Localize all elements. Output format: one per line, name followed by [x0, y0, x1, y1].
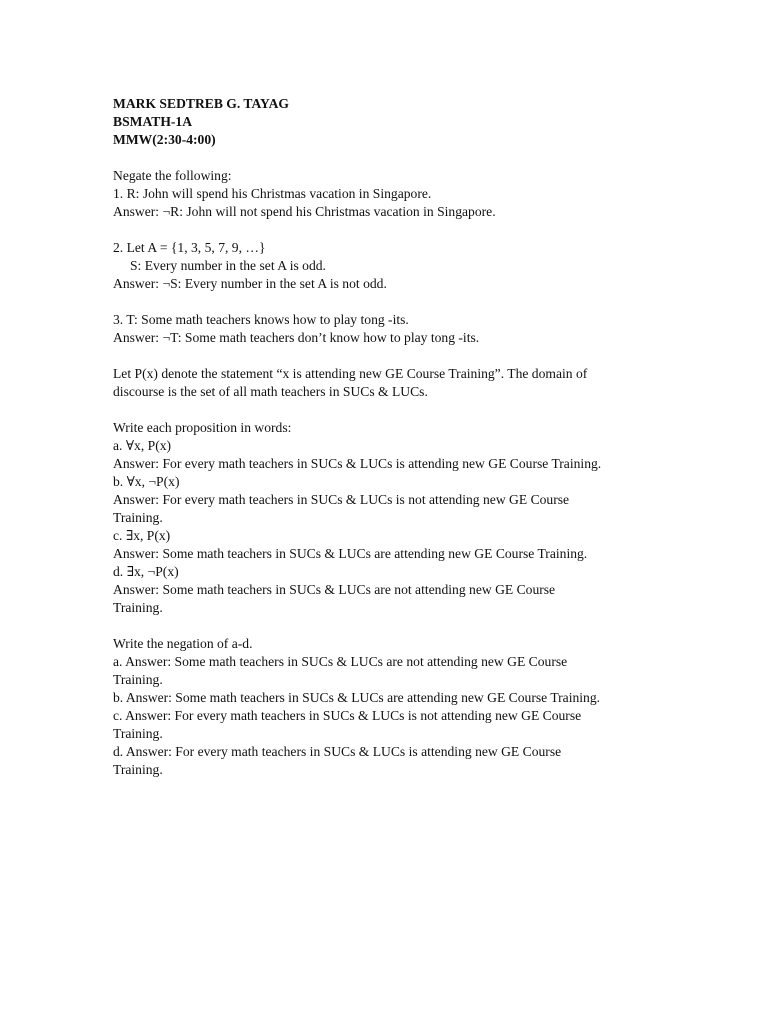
- negate-section: [113, 167, 673, 347]
- negation-a-line-1: a. Answer: Some math teachers in SUCs & LUCs are not attending new GE Course: [113, 654, 568, 669]
- question-2-statement: S: Every number in the set A is odd.: [130, 258, 326, 273]
- item-d-answer-line-2: Training.: [113, 600, 163, 615]
- negation-c-line-2: Training.: [113, 726, 163, 741]
- question-3: 3. T: Some math teachers knows how to play tong -its.: [113, 312, 409, 327]
- negation-d-line-1: d. Answer: For every math teachers in SUCs & LUCs is attending new GE Course: [113, 744, 562, 759]
- predicate-intro-line-2: discourse is the set of all math teachers in SUCs & LUCs.: [113, 384, 428, 399]
- answer-3: Answer: ¬T: Some math teachers don’t know how to play tong -its.: [113, 330, 480, 345]
- words-instruction: Write each proposition in words:: [113, 420, 292, 435]
- predicate-intro-line-1: Let P(x) denote the statement “x is attending new GE Course Training”. The domain of: [113, 366, 588, 381]
- question-1: 1. R: John will spend his Christmas vacation in Singapore.: [113, 186, 432, 201]
- item-c-label: c. ∃x, P(x): [113, 528, 171, 543]
- predicate-section: [113, 365, 673, 401]
- item-b-answer-line-1: Answer: For every math teachers in SUCs & LUCs is not attending new GE Course: [113, 492, 570, 507]
- spacer: [113, 401, 673, 419]
- answer-2: Answer: ¬S: Every number in the set A is not odd.: [113, 276, 387, 291]
- answer-1: Answer: ¬R: John will not spend his Christmas vacation in Singapore.: [113, 204, 496, 219]
- negation-b-line-1: b. Answer: Some math teachers in SUCs & LUCs are attending new GE Course Training.: [113, 690, 601, 705]
- student-course: BSMATH-1A: [113, 114, 193, 129]
- item-d-answer-line-1: Answer: Some math teachers in SUCs & LUCs are not attending new GE Course: [113, 582, 556, 597]
- negation-instruction: Write the negation of a-d.: [113, 636, 253, 651]
- spacer: [113, 617, 673, 635]
- question-2: 2. Let A = {1, 3, 5, 7, 9, …}: [113, 240, 266, 255]
- item-c-answer: Answer: Some math teachers in SUCs & LUCs are attending new GE Course Training.: [113, 546, 588, 561]
- negation-section: [113, 635, 673, 779]
- negation-d-line-2: Training.: [113, 762, 163, 777]
- negation-a-line-2: Training.: [113, 672, 163, 687]
- words-section: [113, 419, 673, 617]
- student-name: MARK SEDTREB G. TAYAG: [113, 96, 290, 111]
- item-b-answer-line-2: Training.: [113, 510, 163, 525]
- item-a-label: a. ∀x, P(x): [113, 438, 172, 453]
- item-b-label: b. ∀x, ¬P(x): [113, 474, 180, 489]
- item-d-label: d. ∃x, ¬P(x): [113, 564, 179, 579]
- spacer: [113, 149, 673, 167]
- spacer: [113, 293, 673, 311]
- spacer: [113, 347, 673, 365]
- document-page: [113, 95, 673, 779]
- class-schedule: MMW(2:30-4:00): [113, 132, 216, 147]
- spacer: [113, 221, 673, 239]
- negation-c-line-1: c. Answer: For every math teachers in SUCs & LUCs is not attending new GE Course: [113, 708, 582, 723]
- header-block: [113, 95, 673, 149]
- negate-instruction: Negate the following:: [113, 168, 232, 183]
- item-a-answer: Answer: For every math teachers in SUCs & LUCs is attending new GE Course Training.: [113, 456, 602, 471]
